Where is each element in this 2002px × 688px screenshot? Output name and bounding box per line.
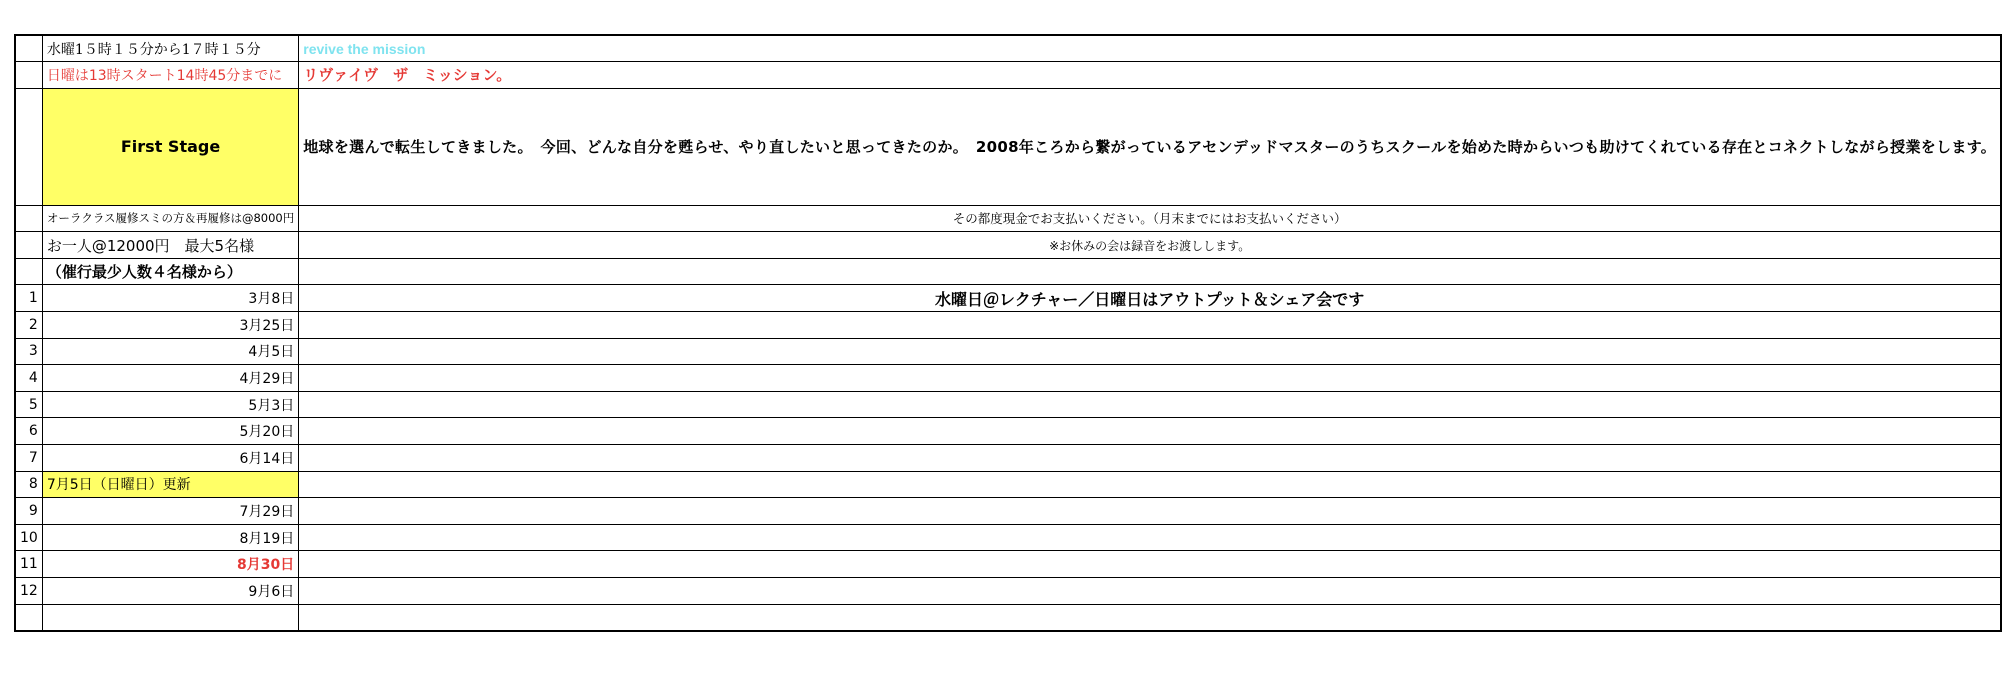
session-date: 4月5日: [42, 338, 298, 365]
empty-cell: [299, 578, 2001, 605]
session-date: 5月20日: [42, 418, 298, 445]
empty-cell: [299, 418, 2001, 445]
session-number: 12: [15, 578, 42, 605]
session-number: 8: [15, 471, 42, 498]
session-number: 4: [15, 365, 42, 392]
session-row: [15, 418, 2001, 445]
row-number-cell: [15, 88, 42, 205]
session-row: [15, 471, 2001, 498]
empty-cell: [299, 365, 2001, 392]
session-date: 3月8日: [42, 285, 298, 312]
session-date: 4月29日: [42, 365, 298, 392]
session-row: [15, 312, 2001, 339]
stage-label: First Stage: [42, 88, 298, 205]
session-row: [15, 551, 2001, 578]
session-date: 8月19日: [42, 524, 298, 551]
session-row: [15, 338, 2001, 365]
row-number-cell: [15, 62, 42, 89]
title-japanese: リヴァイヴ ザ ミッション。: [299, 62, 2001, 89]
row-number-cell: [15, 258, 42, 285]
empty-cell: [42, 604, 298, 631]
session-row: [15, 365, 2001, 392]
min-people-text: （催行最少人数４名様から）: [42, 258, 298, 285]
schedule-table: [14, 34, 2002, 632]
fee-row-2: [15, 232, 2001, 259]
title-english: revive the mission: [299, 35, 2001, 62]
session-row: [15, 285, 2001, 312]
session-date: 6月14日: [42, 445, 298, 472]
header-row-2: [15, 62, 2001, 89]
session-row: [15, 524, 2001, 551]
session-row: [15, 498, 2001, 525]
empty-cell: [299, 498, 2001, 525]
session-row: [15, 445, 2001, 472]
repeat-fee-text: オーラクラス履修スミの方＆再履修は@8000円: [42, 205, 298, 232]
session-date-highlight: 8月30日: [42, 551, 298, 578]
payment-note: その都度現金でお支払いください。（月末までにはお支払いください）: [299, 205, 2001, 232]
session-number: 3: [15, 338, 42, 365]
empty-cell: [299, 391, 2001, 418]
session-number: 1: [15, 285, 42, 312]
row-number-cell: [15, 35, 42, 62]
empty-cell: [299, 551, 2001, 578]
session-row: [15, 391, 2001, 418]
session-row: [15, 578, 2001, 605]
empty-cell: [299, 604, 2001, 631]
empty-cell: [299, 524, 2001, 551]
single-fee-text: お一人@12000円 最大5名様: [42, 232, 298, 259]
stage-description: 地球を選んで転生してきました。 今回、どんな自分を甦らせ、やり直したいと思ってきたのか。 2008年ころから繋がっているアセンデッドマスターのうちスクールを始めた時からいつも助けてくれている存在とコネクトしながら授業をします。: [299, 88, 2001, 205]
lecture-note: 水曜日＠レクチャー／日曜日はアウトプット＆シェア会です: [299, 285, 2001, 312]
empty-cell: [299, 312, 2001, 339]
row-number-cell: [15, 604, 42, 631]
session-date: 5月3日: [42, 391, 298, 418]
session-date: 9月6日: [42, 578, 298, 605]
blank-row: [15, 604, 2001, 631]
session-date-renewal: 7月5日（日曜日）更新: [42, 471, 298, 498]
empty-cell: [299, 445, 2001, 472]
row-number-cell: [15, 232, 42, 259]
session-number: 2: [15, 312, 42, 339]
empty-cell: [299, 338, 2001, 365]
session-date: 3月25日: [42, 312, 298, 339]
fee-row-1: [15, 205, 2001, 232]
empty-cell: [299, 258, 2001, 285]
fee-row-3: [15, 258, 2001, 285]
sunday-time-text: 日曜は13時スタート14時45分までに: [42, 62, 298, 89]
session-number: 5: [15, 391, 42, 418]
session-number: 10: [15, 524, 42, 551]
stage-row: [15, 88, 2001, 205]
row-number-cell: [15, 205, 42, 232]
session-number: 7: [15, 445, 42, 472]
session-date: 7月29日: [42, 498, 298, 525]
schedule-time-text: 水曜1５時１５分から1７時１５分: [42, 35, 298, 62]
empty-cell: [299, 471, 2001, 498]
header-row-1: [15, 35, 2001, 62]
session-number: 6: [15, 418, 42, 445]
absence-note: ※お休みの会は録音をお渡しします。: [299, 232, 2001, 259]
session-number: 11: [15, 551, 42, 578]
session-number: 9: [15, 498, 42, 525]
